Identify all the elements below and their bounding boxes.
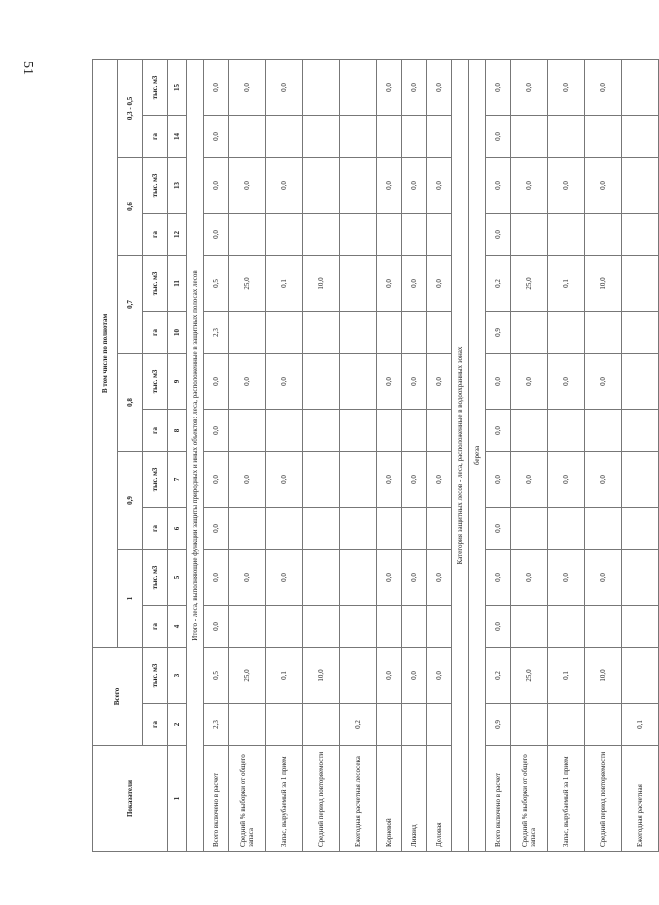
table-cell: 25,0: [511, 255, 548, 311]
row-label: Ежегодная расчетная лесосека: [340, 746, 377, 852]
table-row: [486, 59, 511, 851]
table-cell: 0,0: [266, 59, 303, 115]
table-cell: 0,0: [511, 451, 548, 507]
column-number: 12: [168, 213, 187, 255]
table-cell: [622, 115, 659, 157]
table-cell: 0,9: [486, 704, 511, 746]
column-number: 9: [168, 353, 187, 409]
table-cell: [511, 115, 548, 157]
table-cell: 0,0: [402, 353, 427, 409]
header-unit-ha: га: [143, 605, 168, 647]
table-cell: [548, 704, 585, 746]
row-label: Средний % выборки от общего запаса: [229, 746, 266, 852]
table-cell: 0,0: [427, 549, 452, 605]
header-unit-m3: тыс. м3: [143, 255, 168, 311]
column-number: 2: [168, 704, 187, 746]
table-cell: [266, 507, 303, 549]
table-cell: [548, 311, 585, 353]
row-label: Корневой: [377, 746, 402, 852]
table-cell: [229, 213, 266, 255]
table-cell: 0,0: [204, 353, 229, 409]
row-label: Средний период повторяемости: [585, 746, 622, 852]
table-cell: [303, 451, 340, 507]
table-cell: [622, 409, 659, 451]
table-row: [548, 59, 585, 851]
row-label: Всего включено в расчет: [486, 746, 511, 852]
table-cell: 0,0: [377, 451, 402, 507]
table-cell: 0,5: [204, 647, 229, 703]
table-cell: 0,2: [486, 647, 511, 703]
table-cell: [585, 605, 622, 647]
table-cell: [548, 605, 585, 647]
table-cell: 0,0: [266, 549, 303, 605]
table-cell: [511, 213, 548, 255]
table-cell: [303, 549, 340, 605]
header-unit-m3: тыс. м3: [143, 157, 168, 213]
header-unit-ha: га: [143, 213, 168, 255]
table-cell: 0,0: [427, 157, 452, 213]
table-cell: 0,0: [511, 353, 548, 409]
header-unit-m3: тыс. м3: [143, 451, 168, 507]
table-cell: 2,3: [204, 704, 229, 746]
table-cell: [340, 507, 377, 549]
header-density: 0,7: [118, 255, 143, 353]
table-cell: [511, 704, 548, 746]
table-cell: 0,0: [204, 115, 229, 157]
table-cell: 0,0: [204, 451, 229, 507]
table-cell: [377, 507, 402, 549]
page-number: 51: [20, 61, 35, 75]
table-cell: 0,1: [266, 647, 303, 703]
table-cell: [266, 213, 303, 255]
table-cell: 10,0: [585, 255, 622, 311]
table-cell: 0,0: [204, 409, 229, 451]
table-cell: [340, 549, 377, 605]
table-cell: [402, 115, 427, 157]
table-cell: [340, 647, 377, 703]
table-cell: 0,0: [204, 157, 229, 213]
table-cell: 0,0: [585, 353, 622, 409]
header-density: 0,9: [118, 451, 143, 549]
table-cell: 10,0: [585, 647, 622, 703]
table-cell: [303, 507, 340, 549]
table-cell: [427, 409, 452, 451]
table-cell: 0,0: [204, 605, 229, 647]
table-cell: [340, 213, 377, 255]
table-cell: [377, 213, 402, 255]
table-cell: [585, 704, 622, 746]
table-cell: [303, 605, 340, 647]
table-cell: [622, 311, 659, 353]
table-cell: [427, 213, 452, 255]
table-cell: 10,0: [303, 255, 340, 311]
table-cell: 0,1: [548, 647, 585, 703]
table-cell: 0,0: [266, 157, 303, 213]
table-cell: 0,5: [204, 255, 229, 311]
table-cell: [229, 311, 266, 353]
table-cell: [622, 507, 659, 549]
table-cell: 0,2: [340, 704, 377, 746]
table-cell: [427, 507, 452, 549]
header-density: 0,8: [118, 353, 143, 451]
table-row: [266, 59, 303, 851]
table-cell: [303, 704, 340, 746]
table-cell: 0,0: [229, 59, 266, 115]
table-cell: [229, 507, 266, 549]
header-density: 0,3 - 0,5: [118, 59, 143, 157]
table-cell: 0,0: [377, 549, 402, 605]
table-cell: 0,0: [377, 255, 402, 311]
table-cell: [548, 115, 585, 157]
table-cell: [585, 409, 622, 451]
table-cell: 0,0: [229, 549, 266, 605]
table-cell: 0,0: [486, 213, 511, 255]
header-unit-ha: га: [143, 115, 168, 157]
table-row: [340, 59, 377, 851]
table-cell: [548, 213, 585, 255]
column-number: 4: [168, 605, 187, 647]
header-unit-m3: тыс. м3: [143, 549, 168, 605]
table-cell: [548, 409, 585, 451]
table-cell: [402, 409, 427, 451]
table-cell: 0,0: [266, 353, 303, 409]
table-cell: [622, 353, 659, 409]
header-unit-ha: га: [143, 704, 168, 746]
table-cell: 0,1: [266, 255, 303, 311]
table-cell: [427, 704, 452, 746]
table-cell: [229, 409, 266, 451]
table-cell: [377, 605, 402, 647]
table-cell: [622, 451, 659, 507]
table-cell: [340, 605, 377, 647]
table-cell: [340, 451, 377, 507]
table-cell: 0,0: [377, 647, 402, 703]
header-including: В том числе по полнотам: [93, 59, 118, 647]
table-cell: [427, 605, 452, 647]
table-cell: [585, 115, 622, 157]
table-cell: 0,0: [486, 157, 511, 213]
table-cell: [303, 115, 340, 157]
section-title: Категория защитных лесов - леса, расположенные в водоохранных зонах: [452, 59, 469, 851]
table-cell: 0,0: [486, 549, 511, 605]
table-cell: 0,0: [511, 59, 548, 115]
table-cell: 0,0: [377, 59, 402, 115]
table-cell: 0,0: [548, 59, 585, 115]
section-subtitle: береза: [469, 59, 486, 851]
header-unit-m3: тыс. м3: [143, 353, 168, 409]
table-cell: [340, 311, 377, 353]
table-cell: [622, 255, 659, 311]
section-title: Итого - леса, выполняющие функции защиты природных и иных объектов: леса, расположенные в защитных полосах лесов: [187, 59, 204, 851]
table-cell: 2,3: [204, 311, 229, 353]
table-cell: [511, 409, 548, 451]
table-cell: 10,0: [303, 647, 340, 703]
table-cell: 0,0: [585, 451, 622, 507]
table-cell: 0,0: [204, 507, 229, 549]
table-cell: 0,0: [486, 451, 511, 507]
column-number: 6: [168, 507, 187, 549]
table-cell: 0,0: [402, 157, 427, 213]
table-cell: 0,0: [486, 115, 511, 157]
table-row: [622, 59, 659, 851]
column-number: 14: [168, 115, 187, 157]
table-cell: 0,0: [402, 549, 427, 605]
table-cell: 0,0: [585, 59, 622, 115]
rotated-table-container: [92, 60, 644, 852]
table-cell: 0,1: [622, 704, 659, 746]
table-row: [229, 59, 266, 851]
column-number: 15: [168, 59, 187, 115]
table-cell: [402, 213, 427, 255]
table-cell: [622, 605, 659, 647]
table-cell: [377, 409, 402, 451]
row-label: Средний период повторяемости: [303, 746, 340, 852]
header-unit-m3: тыс. м3: [143, 59, 168, 115]
table-cell: 25,0: [229, 255, 266, 311]
table-cell: 0,0: [402, 451, 427, 507]
table-cell: [340, 115, 377, 157]
table-row: [511, 59, 548, 851]
table-cell: 0,0: [427, 255, 452, 311]
table-cell: 0,0: [229, 353, 266, 409]
table-cell: 0,0: [486, 353, 511, 409]
table-cell: 25,0: [511, 647, 548, 703]
table-cell: [511, 605, 548, 647]
table-cell: [266, 704, 303, 746]
table-cell: [427, 115, 452, 157]
table-cell: 0,0: [486, 409, 511, 451]
column-number: 10: [168, 311, 187, 353]
header-unit-ha: га: [143, 311, 168, 353]
column-number: 3: [168, 647, 187, 703]
column-number: 11: [168, 255, 187, 311]
row-label: Ежегодная расчетная: [622, 746, 659, 852]
table-cell: [303, 213, 340, 255]
row-label: Ликвид: [402, 746, 427, 852]
column-number: 7: [168, 451, 187, 507]
table-cell: 0,0: [548, 157, 585, 213]
table-cell: [303, 157, 340, 213]
table-cell: [266, 605, 303, 647]
table-cell: [427, 311, 452, 353]
table-cell: [266, 115, 303, 157]
table-cell: [548, 507, 585, 549]
table-cell: 0,0: [377, 353, 402, 409]
table-cell: 0,2: [486, 255, 511, 311]
table-cell: 0,0: [229, 451, 266, 507]
table-cell: [303, 409, 340, 451]
table-cell: [377, 311, 402, 353]
table-row: [303, 59, 340, 851]
table-cell: 0,9: [486, 311, 511, 353]
table-row: [402, 59, 427, 851]
table-cell: 0,0: [548, 353, 585, 409]
header-density: 0,6: [118, 157, 143, 255]
table-cell: 0,0: [548, 549, 585, 605]
table-cell: [340, 409, 377, 451]
table-cell: 0,0: [204, 59, 229, 115]
table-cell: [303, 59, 340, 115]
table-cell: 0,1: [548, 255, 585, 311]
table-cell: 25,0: [229, 647, 266, 703]
table-cell: 0,0: [229, 157, 266, 213]
column-number: 8: [168, 409, 187, 451]
table-cell: 0,0: [377, 157, 402, 213]
table-cell: [303, 311, 340, 353]
table-cell: [622, 647, 659, 703]
header-unit-ha: га: [143, 409, 168, 451]
table-cell: 0,0: [486, 507, 511, 549]
header-unit-ha: га: [143, 507, 168, 549]
table-cell: [340, 255, 377, 311]
table-cell: 0,0: [427, 451, 452, 507]
table-cell: 0,0: [486, 605, 511, 647]
table-row: [585, 59, 622, 851]
table-cell: [622, 157, 659, 213]
table-cell: 0,0: [585, 549, 622, 605]
table-cell: [511, 311, 548, 353]
table-cell: 0,0: [427, 59, 452, 115]
table-cell: [402, 605, 427, 647]
table-cell: [585, 507, 622, 549]
row-label: Запас, вырубаемый за 1 прием: [266, 746, 303, 852]
table-cell: [622, 213, 659, 255]
table-cell: 0,0: [402, 59, 427, 115]
column-number: 5: [168, 549, 187, 605]
table-cell: 0,0: [486, 59, 511, 115]
row-label: Средний % выборки от общего запаса: [511, 746, 548, 852]
header-indicators: Показатели: [93, 746, 168, 852]
table-cell: [340, 157, 377, 213]
table-cell: [340, 59, 377, 115]
row-label: Всего включено в расчет: [204, 746, 229, 852]
header-unit-m3: тыс. м3: [143, 647, 168, 703]
table-cell: 0,0: [427, 647, 452, 703]
table-cell: 0,0: [402, 255, 427, 311]
table-cell: [402, 507, 427, 549]
table-cell: [511, 507, 548, 549]
table-row: [427, 59, 452, 851]
table-cell: [377, 704, 402, 746]
table-cell: 0,0: [266, 451, 303, 507]
table-row: [377, 59, 402, 851]
table-cell: 0,0: [511, 549, 548, 605]
table-cell: 0,0: [511, 157, 548, 213]
table-cell: 0,0: [548, 451, 585, 507]
table-cell: 0,0: [427, 353, 452, 409]
header-density: 1: [118, 549, 143, 647]
row-label: Деловая: [427, 746, 452, 852]
row-label: Запас, вырубаемый за 1 прием: [548, 746, 585, 852]
cutting-area-table: [92, 59, 659, 852]
table-cell: 0,0: [204, 213, 229, 255]
table-cell: [229, 605, 266, 647]
table-cell: [266, 409, 303, 451]
table-cell: 0,0: [402, 647, 427, 703]
table-cell: 0,0: [585, 157, 622, 213]
table-cell: [266, 311, 303, 353]
table-cell: [229, 115, 266, 157]
table-cell: [585, 311, 622, 353]
column-number: 13: [168, 157, 187, 213]
table-cell: [303, 353, 340, 409]
table-cell: [622, 549, 659, 605]
table-cell: [340, 353, 377, 409]
table-cell: 0,0: [204, 549, 229, 605]
table-cell: [229, 704, 266, 746]
table-cell: [402, 311, 427, 353]
table-cell: [622, 59, 659, 115]
table-cell: [402, 704, 427, 746]
header-total: Всего: [93, 647, 143, 745]
table-cell: [377, 115, 402, 157]
table-cell: [585, 213, 622, 255]
table-row: [204, 59, 229, 851]
column-number: 1: [168, 746, 187, 852]
